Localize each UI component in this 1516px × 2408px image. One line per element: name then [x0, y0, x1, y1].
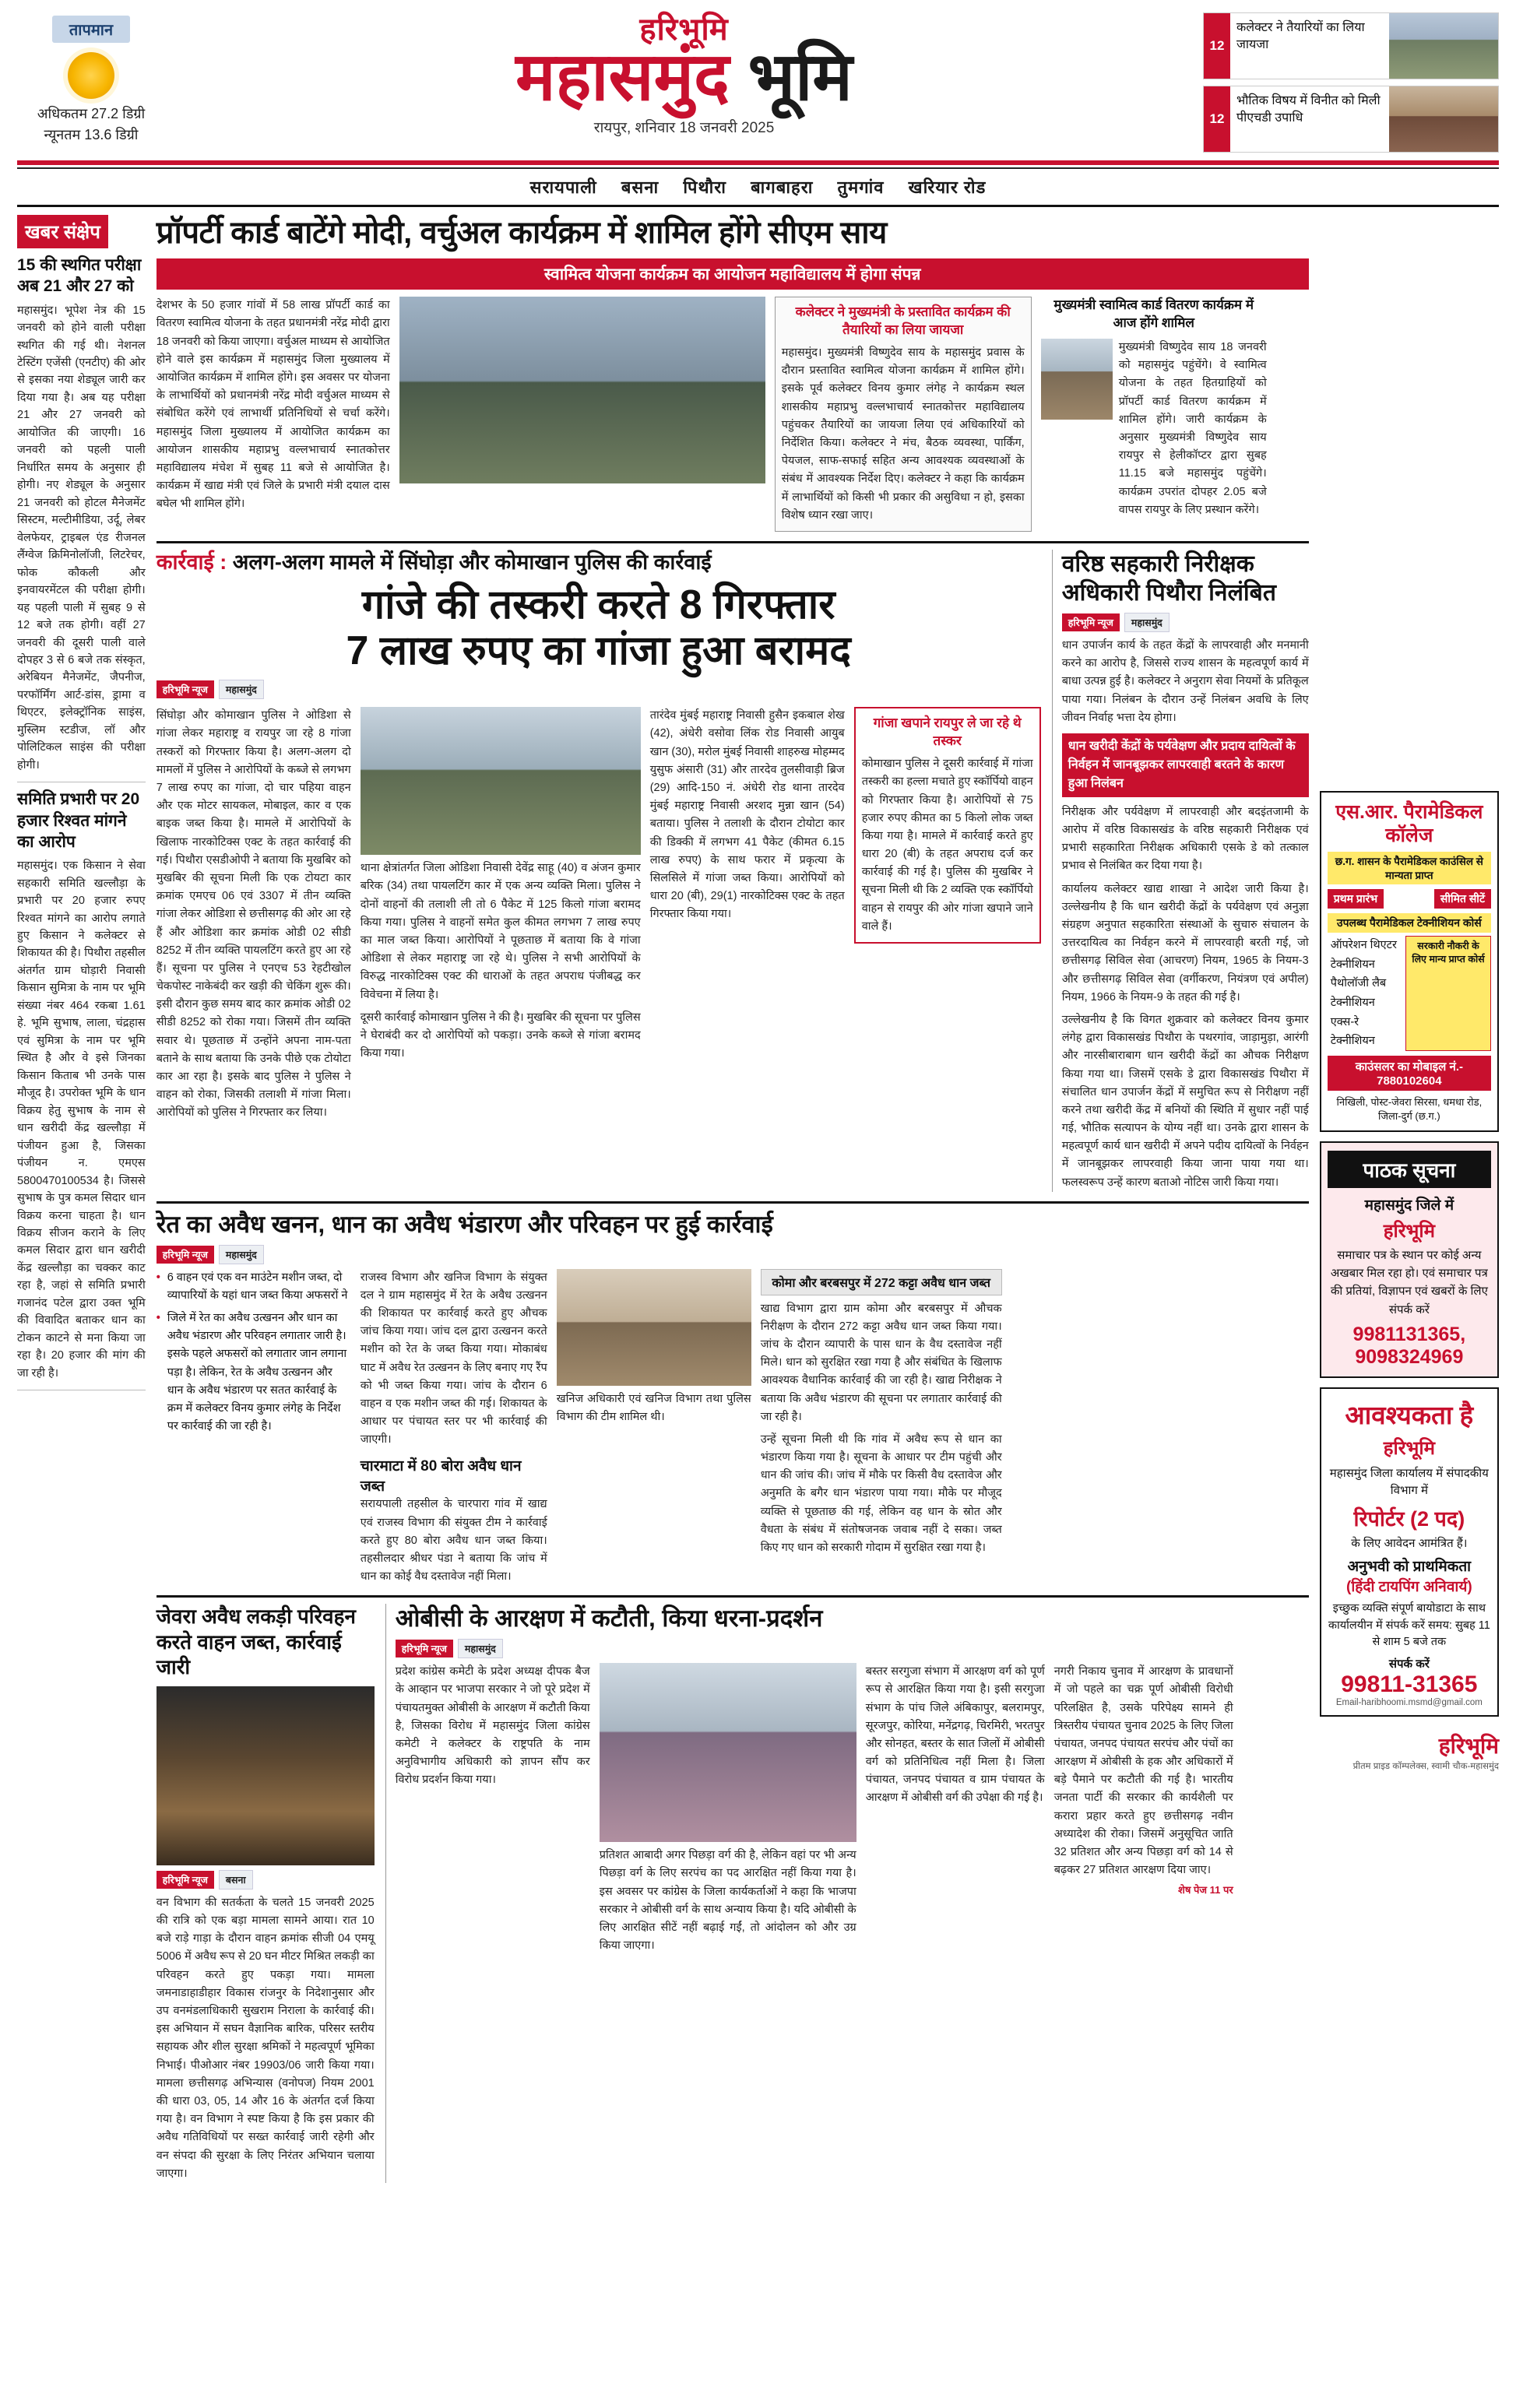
- crime-col-1: [157, 707, 351, 1122]
- divider: [157, 541, 1309, 543]
- obc-photo: [600, 1663, 856, 1842]
- crime-kicker: [157, 550, 1041, 576]
- footer-brand: हरिभूमि: [1438, 1734, 1499, 1759]
- right-rail-ads: [1320, 215, 1499, 2183]
- brand-small: हरिभूमि: [639, 12, 729, 47]
- crime-byline: [157, 680, 264, 699]
- ad-badge-left: प्रथम प्रारंभ: [1328, 889, 1384, 909]
- edition-name[interactable]: बागबाहरा: [751, 178, 814, 197]
- obc-col1-text: प्रदेश कांग्रेस कमेटी के प्रदेश अध्यक्ष दीपक बैज के आव्हान पर भाजपा सरकार ने जो पूरे प्रदेश में पंचायतमुक्त ओबीसी के आरक्षण में कटौती किया है, जिसका विरोध में महासमुंद जिला कांग्रेस कमेटी ने कलेक्टर के राष्ट्रपति के नाम अनुविभागीय अधिकारी को ज्ञापन सौंप कर विरोध प्रदर्शन किया गया।: [395, 1665, 590, 1787]
- vacancy-line-1: महासमुंद जिला कार्यालय में संपादकीय विभाग में: [1329, 1466, 1489, 1498]
- sand-bullet: • 6 वाहन एवं एक वन माउंटेन मशीन जब्त, दो व्यापारियों के यहां धान जब्त किया अफसरों ने: [157, 1269, 351, 1305]
- temperature-box: [17, 12, 165, 146]
- crime-col2b-text: दूसरी कार्रवाई कोमाखान पुलिस ने की है। मुखबिर की सूचना पर पुलिस ने घेराबंदी कर दो आरोपियों को पकड़ा। उनके कब्जे से गांजा बरामद किया गया।: [360, 1011, 641, 1060]
- crime-sidebox: [854, 707, 1041, 1122]
- inspector-byline: [1062, 613, 1170, 632]
- crime-section: [157, 550, 1309, 1192]
- byline-brand: हरिभूमि न्यूज: [396, 1640, 453, 1657]
- sand-title: रेत का अवैध खनन, धान का अवैध भंडारण और परिवहन पर हुई कार्रवाई: [156, 1210, 773, 1238]
- brand-main-red: महासमुंद: [515, 40, 730, 114]
- vacancy-role: रिपोर्टर (2 पद): [1353, 1506, 1465, 1531]
- sand-col-4: [761, 1269, 1002, 1587]
- sun-icon: [68, 52, 114, 99]
- obc-columns: [396, 1663, 1309, 1955]
- ad-badge-right: सीमित सीटें: [1434, 889, 1491, 909]
- obc-story: [385, 1604, 1309, 2183]
- divider-black: [17, 205, 1499, 207]
- crime-col-2: [361, 707, 641, 1122]
- divider: [157, 1595, 1309, 1598]
- cm-event-body: मुख्यमंत्री विष्णुदेव साय 18 जनवरी को महासमुंद पहुंचेंगे। वे स्वामित्व योजना के तहत हितग्राहियों को प्रॉपर्टी कार्ड वितरण कार्यक्रम में शामिल होंगे। जारी कार्यक्रम के अनुसार मुख्यमंत्री विष्णुदेव साय रायपुर से हेलीकॉप्टर द्वारा सुबह 11.15 बजे महासमुंद पहुंचेंगे। कार्यक्रम उपरांत दोपहर 2.05 बजे वापस रायपुर के लिए प्रस्थान करेंगे।: [1118, 341, 1267, 516]
- editions-bar: [17, 169, 1499, 205]
- sand-bullet: • जिले में रेत का अवैध उत्खनन और धान का अवैध भंडारण और परिवहन लगातार जारी है। इसके पहले अफसरों को लगातार जान लगाना पड़ा है। लेकिन, रेत के अवैध उत्खनन और धान के अवैध भंडारण पर सतत कार्रवाई के क्रम में कलेक्टर विनय कुमार लंगेह के निर्देश पर कार्रवाई की जा रही है।: [157, 1309, 351, 1436]
- crime-headline-1: गांजे की तस्करी करते 8 गिरफ्तार: [361, 582, 835, 627]
- byline-brand: हरिभूमि न्यूज: [157, 680, 214, 698]
- vacancy-contact-label: संपर्क करें: [1388, 1657, 1430, 1672]
- brief-news-title: 15 की स्थगित परीक्षा अब 21 और 27 को: [17, 256, 142, 296]
- wood-photo: [157, 1686, 375, 1865]
- lead-photo: [399, 297, 765, 483]
- sand-col4-title: कोमा और बरबसपुर में 272 कट्टा अवैध धान जब्त: [761, 1269, 1002, 1295]
- sand-columns: [157, 1269, 1309, 1587]
- cm-event-title: मुख्यमंत्री स्वामित्व कार्ड वितरण कार्यक्रम में आज होंगे शामिल: [1053, 297, 1254, 331]
- sand-bullets: [157, 1269, 351, 1436]
- promo-item[interactable]: [1203, 12, 1499, 79]
- ad-reader-notice[interactable]: [1320, 1141, 1499, 1378]
- promo-strip: [1203, 12, 1499, 153]
- lead-kicker: स्वामित्व योजना कार्यक्रम का आयोजन महाविद्यालय में होगा संपन्न: [157, 258, 1309, 290]
- obc-col-3: [866, 1663, 1045, 1955]
- obc-col-2: [600, 1663, 856, 1955]
- obc-title: ओबीसी के आरक्षण में कटौती, किया धरना-प्रदर्शन: [395, 1605, 823, 1633]
- crime-columns: [157, 707, 1041, 1122]
- edition-name[interactable]: पिथौरा: [683, 178, 726, 197]
- edition-name[interactable]: सरायपाली: [529, 178, 597, 197]
- obc-col-4: [1054, 1663, 1233, 1955]
- inspector-story: [1052, 550, 1309, 1192]
- sand-col3-text: खनिज अधिकारी एवं खनिज विभाग तथा पुलिस विभाग की टीम शामिल थी।: [556, 1392, 751, 1423]
- ad-course-item: एक्स-रे टेक्नीशियन: [1330, 1015, 1375, 1048]
- wood-story: [157, 1604, 375, 2183]
- crime-kicker-label: कार्रवाई :: [156, 550, 227, 574]
- brief-news-item[interactable]: [17, 782, 146, 1390]
- lead-photo-wrap: [399, 297, 765, 532]
- promo-photo: [1389, 13, 1498, 79]
- inspector-body-3: उल्लेखनीय है कि विगत शुक्रवार को कलेक्टर विनय कुमार लंगेह द्वारा विकासखंड पिथौरा के पथरगांव, जाड़ामुड़ा, आरंगी और नारसीबाराबाग धान खरीदी केंद्रों का औचक निरीक्षण किया गया था। जिसमें एसके डे द्वारा विकासखंड पिथौरा में संचालित धान उपार्जन केंद्रों में समुचित रूप से निरीक्षण नहीं करने तथा खरीदी केंद्र में बनियों की स्थिति में सुधार नहीं पाई गई, भौतिक सत्यापन के योग्य नहीं था। उनके द्वारा शासन के महत्वपूर्ण कार्य धान खरीदी में अपने पदीय दायित्वों के निर्वहन में जानबूझकर लापरवाही किया जाना पाया गया था। फलस्वरूप उन्हें कारण बताओ नोटिस जारी किया गया।: [1061, 1013, 1309, 1189]
- lead-col-1: [157, 297, 390, 532]
- notice-phones[interactable]: 9981131365, 9098324969: [1352, 1323, 1466, 1368]
- crime-sidebox-inner: [854, 707, 1041, 944]
- ad-counsellor-phone[interactable]: काउंसलर का मोबाइल नं.- 7880102604: [1328, 1056, 1491, 1091]
- vacancy-requirement: (हिंदी टायपिंग अनिवार्य): [1346, 1578, 1472, 1595]
- page-grid: [17, 215, 1499, 2183]
- lead-col3-kicker: कलेक्टर ने मुख्यमंत्री के प्रस्तावित कार्यक्रम की तैयारियों का लिया जायजा: [795, 304, 1011, 338]
- sand-col4-text: खाद्य विभाग द्वारा ग्राम कोमा और बरबसपुर में औचक निरीक्षण के दौरान 272 कट्टा अवैध धान जब्त किया गया। जांच के दौरान व्यापारी के पास धान के वैध दस्तावेज नहीं मिले। धान को सुरक्षित रखा गया है और संबंधित के खिलाफ आवश्यक वैधानिक कार्रवाई की जा रही है। खाद्य निरीक्षक ने बताया कि अवैध भंडारण की सूचना पर लगातार कार्रवाई की जा रही है।: [760, 1302, 1002, 1423]
- byline-brand: हरिभूमि न्यूज: [157, 1871, 214, 1889]
- obc-col4-text: नगरी निकाय चुनाव में आरक्षण के प्रावधानों में जो पहले का चक्र पूर्ण ओबीसी विरोधी परिलक्षित है, उसके परिपेक्ष्य सामने ही त्रिस्तरीय पंचायत चुनाव 2025 के लिए जिला पंचायत, जनपद पंचायत सरपंच और पंचों का आरक्षण में ओबीसी के हक और अधिकारों में बड़े पैमाने पर कटौती की गई है। भारतीय जनता पार्टी की सरकार की कार्यशैली पर करारा प्रहार करते हुए छत्तीसगढ़ नवीन अध्यादेश की रोका। जिसमें अनुसूचित जाति 32 प्रतिशत और अन्य पिछड़ा वर्ग को 14 से बढ़कर 27 प्रतिशत आरक्षण दिया जाए।: [1053, 1665, 1233, 1877]
- byline-place: महासमुंद: [1124, 613, 1170, 632]
- crime-col-3: [650, 707, 845, 1122]
- sand-col-3: [557, 1269, 751, 1587]
- promo-text: भौतिक विषय में विनीत को मिली पीएचडी उपाधि: [1236, 94, 1381, 125]
- main-column: [157, 215, 1309, 2183]
- crime-col1-text: सिंघोड़ा और कोमाखान पुलिस ने ओडिशा से गांजा लेकर महाराष्ट्र व रायपुर जा रहे 8 गांजा तस्करों को गिरफ्तार किया है। अलग-अलग दो मामलों में पुलिस ने आरोपियों के कब्जे से लगभग 7 लाख रुपए का गांजा, दो चार पहिया वाहन और एक मोटर सायकल, मोबाइल, कार व एक बाइक जब्त किया है। मामले में आरोपियों के खिलाफ नारकोटिक्स एक्ट के तहत कार्रवाई की गई। पिथौरा एसडीओपी ने बताया कि मुखबिर को मुखबिर की सूचना मिली कि एक टोयटा कार क्रमांक एमएच 06 एवं 3307 में तीन व्यक्ति गांजा लेकर ओडिशा से छत्तीसगढ़ की ओर आ रहे हैं और ओडिशा कार क्रमांक ओडी 02 सीडी 8252 में तीन व्यक्ति पायलटिंग करते हुए आ रहे हैं। सूचना पर पुलिस ने एनएच 53 रेहटीखोल चेकपोस्ट नाकेबंदी कर खड़ी की चेकिंग शुरू की। इसी दौरान कुछ समय बाद कार क्रमांक ओडी 02 सीडी 8252 को रोका गया। जिसमें तीन व्यक्ति सवार थे। पूछताछ में उन्होंने अपना नाम-पता बताने के साथ बताया कि उनके पीछे एक टोयोटा कार आ रहा है। इसके बाद पुलिस ने पुलिस ने वाहन को रोका, जिसकी तलाशी में गांजा मिला। आरोपियों को पुलिस ने गिरफ्तार कर लिया।: [156, 709, 351, 1120]
- sand-photo: [557, 1269, 751, 1386]
- lead-col-3: [775, 297, 1032, 532]
- obc-col2-text: प्रतिशत आबादी अगर पिछड़ा वर्ग की है, लेकिन वहां पर भी अन्य पिछड़ा वर्ग के लिए सरपंच का पद आरक्षित नहीं किया गया है। इस अवसर पर कांग्रेस के जिला कार्यकर्ताओं ने कहा कि भाजपा सरकार ने ओबीसी वर्ग के साथ अन्याय किया है। यदि ओबीसी के लिए आरक्षित सीटें नहीं बढ़ाई गईं, तो आंदोलन को और उग्र किया जाएगा।: [599, 1849, 856, 1953]
- lead-col1-text: देशभर के 50 हजार गांवों में 58 लाख प्रॉपर्टी कार्ड का वितरण स्वामित्व योजना के तहत प्रधानमंत्री नरेंद्र मोदी द्वारा 18 जनवरी को किया जाएगा। वर्चुअल माध्यम से आयोजित होने वाले इस कार्यक्रम में महासमुंद जिला मुख्यालय में आयोजित कार्यक्रम में शामिल होंगे। इस अवसर पर योजना के लाभार्थियों को प्रधानमंत्री नरेंद्र मोदी वर्चुअल माध्यम से संबोधित करेंगे एवं लाभार्थी प्रतिनिधियों से चर्चा करेंगे। महासमुंद जिला मुख्यालय में आयोजित कार्यक्रम का आयोजन शासकीय महाप्रभु वल्लभाचार्य स्नातकोत्तर महाविद्यालय मंचेश में सुबह 11 बजे से आयोजित है। कार्यक्रम में खाद्य मंत्री एवं जिले के प्रभारी मंत्री दयाल दास बघेल भी शामिल होंगे।: [156, 299, 390, 511]
- notice-line-1: महासमुंद जिले में: [1364, 1197, 1454, 1214]
- divider-red: [17, 160, 1499, 165]
- obc-byline: [396, 1639, 503, 1658]
- sand-sub-title: चारमाटा में 80 बोरा अवैध धान जब्त: [360, 1458, 522, 1496]
- vacancy-email[interactable]: Email-haribhoomi.msmd@gmail.com: [1335, 1698, 1483, 1708]
- ad-course-header: उपलब्ध पैरामेडिकल टेक्नीशियन कोर्स: [1328, 913, 1491, 933]
- publication-date: रायपुर, शनिवार 18 जनवरी 2025: [593, 120, 775, 137]
- brand-main-black: भूमि: [747, 40, 853, 114]
- crime-col3-text: तारंदेव मुंबई महाराष्ट्र निवासी हुसैन इकबाल शेख (42), अंधेरी वसोवा लिंक रोड निवासी आयुब खान (30), मरोल मुंबई निवासी शाहरुख मोहम्मद युसुफ अंसारी (31) और तारदेव तुलसीवाड़ी ब्रिज (29) आदि-150 नं. अंधेरी रोड थाना तारदेव मुंबई महाराष्ट्र निवासी अरशद मुन्ना खान (54) बताया। पुलिस ने तलाशी के दौरान टोयोटा कार की डिक्की में लगभग 41 पैकेट (कीमत 6.15 लाख रुपए) के साथ फरार में प्रकृत्या के सिलसिले में गांजा जब्त किया। आरोपियों को धारा 20 (बी), 29(1) नारकोटिक्स एक्ट के तहत गिरफ्तार किया गया।: [649, 709, 845, 921]
- obc-col3-text: बस्तर सरगुजा संभाग में आरक्षण वर्ग को पूर्ण रूप से आरक्षित किया गया है। इसी सरगुजा संभाग के पांच जिले अंबिकापुर, बलरामपुर, सूरजपुर, कोरिया, मनेंद्रगढ़, चिरमिरी, भरतपुर और सोनहत, बस्तर के सात जिलों में ओबीसी वर्ग को प्रतिनिधित्व नहीं मिला है। जिला पंचायत, जनपद पंचायत व ग्राम पंचायत के आरक्षण में ओबीसी वर्ग की उपेक्षा की गई है।: [865, 1665, 1045, 1805]
- crime-sidebox-title: गांजा खपाने रायपुर ले जा रहे थे तस्कर: [873, 715, 1022, 749]
- ad-address: निखिली, पोस्ट-जेवरा सिरसा, धमधा रोड, जिला-दुर्ग (छ.ग.): [1336, 1095, 1483, 1122]
- notice-brand: हरिभूमि: [1383, 1220, 1435, 1242]
- cm-portrait: [1041, 339, 1113, 420]
- title-block: [173, 12, 1195, 137]
- lead-body-columns: [157, 297, 1309, 532]
- ad-course-item: पैथोलॉजी लैब टेक्नीशियन: [1330, 977, 1387, 1009]
- vacancy-phone[interactable]: 99811-31365: [1341, 1672, 1478, 1698]
- sand-col2-text: राजस्व विभाग और खनिज विभाग के संयुक्त दल ने ग्राम महासमुंद में रेत के अवैध उत्खनन की शिकायत पर कार्रवाई करते हुए औचक जांच किया गया। जांच दल द्वारा उत्खनन करते मशीन को रेत के जब्त किया गया। मोकाबंध घाट में अवैध रेत उत्खनन के लिए बनाए गए रैंप को भी जब्त किया गया। जांच के दौरान 6 वाहन व एक मशीन जब्त की गई। शिकायत के आधार पर पंचायत स्तर पर भी कार्रवाई की जाएगी।: [360, 1271, 547, 1447]
- obc-continue-link[interactable]: शेष पेज 11 पर: [1178, 1884, 1233, 1897]
- lead-headline: प्रॉपर्टी कार्ड बाटेंगे मोदी, वर्चुअल कार्यक्रम में शामिल होंगे सीएम साय: [156, 216, 887, 250]
- notice-body: समाचार पत्र के स्थान पर कोई अन्य अखबार मिल रहा हो। एवं समाचार पत्र की प्रतियां, विज्ञापन एवं खबरों के लिए संपर्क करें: [1330, 1248, 1488, 1316]
- byline-place: महासमुंद: [219, 1245, 264, 1264]
- ad-subtitle: छ.ग. शासन के पैरामेडिकल काउंसिल से मान्यता प्राप्त: [1328, 852, 1491, 884]
- temperature-label: तापमान: [52, 16, 130, 43]
- byline-brand: हरिभूमि न्यूज: [1062, 613, 1120, 631]
- edition-name[interactable]: खरियार रोड: [908, 178, 987, 197]
- sand-col-2: [361, 1269, 547, 1587]
- left-rail: [17, 215, 146, 2183]
- ad-gov-badge: सरकारी नौकरी के लिए मान्य प्राप्त कोर्स: [1405, 936, 1491, 1051]
- ad-title: एस.आर. पैरामेडिकल कॉलेज: [1335, 801, 1483, 846]
- crime-main: [157, 550, 1041, 1192]
- inspector-title: वरिष्ठ सहकारी निरीक्षक अधिकारी पिथौरा निलंबित: [1061, 550, 1276, 606]
- byline-brand: हरिभूमि न्यूज: [157, 1246, 214, 1264]
- edition-name[interactable]: बसना: [621, 178, 660, 197]
- bottom-section: [157, 1604, 1309, 2183]
- promo-photo: [1389, 86, 1498, 152]
- promo-item[interactable]: [1203, 86, 1499, 153]
- masthead: [17, 12, 1499, 153]
- edition-name[interactable]: तुमगांव: [837, 178, 885, 197]
- obc-col-1: [396, 1663, 590, 1955]
- sand-col-1: [157, 1269, 351, 1587]
- temperature-max: अधिकतम 27.2 डिग्री: [37, 106, 146, 121]
- promo-text: कलेक्टर ने तैयारियों का लिया जायजा: [1236, 21, 1365, 51]
- brief-news-title: समिति प्रभारी पर 20 हजार रिश्वत मांगने का आरोप: [17, 790, 140, 851]
- footer-imprint: प्रीतम प्राइड कॉम्पलेक्स, स्वामी चौक-महासमुंद: [1352, 1762, 1499, 1772]
- inspector-body-1: निरीक्षक और पर्यवेक्षण में लापरवाही और बदइंतजामी के आरोप में वरिष्ठ विकासखंड के वरिष्ठ सहकारी निरीक्षक एवं प्रभारी सहकारिता निरीक्षक अधिकारी एसके डे को तत्काल प्रभाव से निलंबित कर दिया गया है।: [1061, 805, 1309, 873]
- lead-col3-box: [775, 297, 1032, 532]
- crime-headline-2: 7 लाख रुपए का गांजा हुआ बरामद: [346, 628, 851, 674]
- brief-news-body: महासमुंद। भूपेश नेत्र की 15 जनवरी को होने वाली परीक्षा स्थगित की गई थी। नेशनल टेस्टिंग एजेंसी (एनटीए) की ओर से इसका नया शेड्यूल जारी कर दिया गया है। अब यह परीक्षा 21 और 27 जनवरी को आयोजित की जाएगी। 16 जनवरी को पहली पाली निर्धारित समय के अनुसार ही होगी। नए शेड्यूल के अनुसार 21 जनवरी को होटल मैनेजमेंट सिस्टम, मल्टीमीडिया, उर्दू, लेबर वेलफेयर, ट्राइबल एंड रीजनल लैंग्वेज क्रिमिनोलॉजी, लिटरेचर, फोक कौकली और इनवायरमेंटल की परीक्षा होगी। यह पहली पाली में सुबह 9 से 12 बजे तक होगी। वहीं 27 जनवरी की दूसरी पाली वाले दोपहर 3 से 6 बजे तक संस्कृत, अरेबियन मैनेजमेंट, जैपनीज, परफॉर्मिंग आर्ट-डांस, ड्रामा व थिएटर, इलेक्ट्रॉनिक साइंस, मुस्लिम स्टडीज, लॉ और पोलिटिकल साइंस की परीक्षा होगी।: [17, 304, 146, 772]
- inspector-lede: धान उपार्जन कार्य के तहत केंद्रों के लापरवाही और मनमानी करने का आरोप है, जिससे राज्य शासन के महत्वपूर्ण कार्य में बाधा उत्पन्न हुई है। कलेक्टर ने अनुराग सेवा नियमों के प्रतिकूल पाया गया। निलंबन के दौरान उन्हें निलंबन अवधि के लिए जीवन निर्वाह भत्ता देय होगा।: [1061, 638, 1309, 724]
- inspector-highlight: धान खरीदी केंद्रों के पर्यवेक्षण और प्रदाय दायित्वों के निर्वहन में जानबूझकर लापरवाही बरतने के कारण हुआ निलंबन: [1062, 733, 1309, 797]
- brand-main: [173, 42, 1195, 112]
- wood-byline: [157, 1870, 253, 1889]
- notice-header: पाठक सूचना: [1328, 1151, 1491, 1188]
- ad-paramedical-college[interactable]: [1320, 791, 1499, 1132]
- lead-story: [157, 215, 1309, 532]
- sand-section: [157, 1210, 1309, 1587]
- byline-place: महासमुंद: [219, 680, 264, 699]
- byline-place: महासमुंद: [458, 1639, 503, 1658]
- inspector-body-2: कार्यालय कलेक्टर खाद्य शाखा ने आदेश जारी किया है। उल्लेखनीय है कि धान खरीदी केंद्रों के पर्यवेक्षण एवं अनुज्ञा संग्रहण अनुपात सहकारिता संस्थाओं के सुचारु संचालन के उत्तरदायित्व का निर्वहन करने में लापरवाही बरती गई, जो छत्तीसगढ़ सिविल सेवा (आचरण) नियम, 1965 के नियम-3 और छत्तीसगढ़ सिविल सेवा (वर्गीकरण, नियंत्रण एवं अपील) नियम, 1966 के नियम-9 के तहत की गई है।: [1061, 882, 1309, 1004]
- crime-photo: [361, 707, 641, 855]
- crime-sidebox-body: कोमाखान पुलिस ने दूसरी कार्रवाई में गांजा तस्करी का हल्ला मचाते हुए स्कॉर्पियो वाहन को गिरफ्तार किया है। आरोपियों से 75 हजार रुपए कीमत का 5 किलो लोक जब्त किया गया है। मामले में कार्रवाई करते हुए धारा 20 (बी) के तहत अपराध दर्ज कर कार्रवाई की गई है। पुलिस की मुखबिर ने सूचना मिली थी कि 2 व्यक्ति एक स्कॉर्पियो वाहन से रायपुर की ओर गांजा खपाने जाने वाले हैं।: [861, 758, 1033, 933]
- ad-course-item: ऑपरेशन थिएटर टेक्नीशियन: [1330, 939, 1397, 971]
- sand-col4b-text: उन्हें सूचना मिली थी कि गांव में अवैध रूप से धान का भंडारण किया गया है। सूचना के आधार पर टीम पहुंची और धान की जांच की। जांच में मौके पर किसी वैध दस्तावेज और अनुमति के बगैर धान भंडारण पाया गया। मौके पर मौजूद व्यक्ति से पूछताछ की गई, लेकिन वह धान के स्रोत और वैधता के संबंध में संतोषजनक जवाब नहीं दे सका। जब्त किए गए धान को सरकारी गोदाम में सुरक्षित रखा गया है।: [760, 1432, 1002, 1554]
- crime-col2-text: थाना क्षेत्रांतर्गत जिला ओडिशा निवासी देवेंद्र साहू (40) व अंजन कुमार बरिक (34) तथा पायलटिंग कार में एक अन्य व्यक्ति मिला। पुलिस ने दोनों वाहनों की तलाशी ली तो 6 पैकेट में 125 किलो गांजा बरामद किया गया। पुलिस ने वाहनों समेत कुल कीमत लगभग 7 लाख रुपए का माल जब्त किया। आरोपियों ने पूछताछ में बताया कि वे गांजा ओडिशा से लेकर महाराष्ट्र जा रहे थे। पुलिस ने सभी आरोपियों के विरुद्ध नारकोटिक्स एक्ट की धाराओं के तहत अपराध पंजीबद्ध कर विवेचना में लिया है।: [360, 862, 641, 1001]
- promo-page-number: 12: [1204, 13, 1230, 79]
- lead-col3-text: महासमुंद। मुख्यमंत्री विष्णुदेव साय के महासमुंद प्रवास के दौरान प्रस्तावित स्वामित्व योजना कार्यक्रम में शामिल होंगे। इसके पूर्व कलेक्टर विनय कुमार लंगेह ने कार्यक्रम स्थल शासकीय महाप्रभु वल्लभाचार्य स्नातकोत्तर महाविद्यालय पहुंचकर तैयारियों का जायजा लिया एवं अधिकारियों को निर्देशित किया। कलेक्टर ने मंच, बैठक व्यवस्था, पार्किंग, पेयजल, साफ-सफाई सहित अन्य आवश्यक व्यवस्थाओं के संबंध में आवश्यक निर्देश दिए। कलेक्टर ने कहा कि कार्यक्रम में लाभार्थियों को किसी भी प्रकार की असुविधा न हो, इसका विशेष ध्यान रखा जाए।: [781, 346, 1025, 522]
- vacancy-line-2: के लिए आवेदन आमंत्रित हैं।: [1351, 1536, 1468, 1550]
- sand-byline: [157, 1245, 264, 1264]
- sand-col2c-text: सरायपाली तहसील के चारपारा गांव में खाद्य एवं राजस्व विभाग की संयुक्त टीम ने कार्रवाई करते हुए 80 बोरा अवैध धान जब्त किया। तहसीलदार श्रीधर पंडा ने बताया कि जांच में धान का कोई वैध दस्तावेज नहीं मिला।: [360, 1498, 547, 1584]
- wood-title: जेवरा अवैध लकड़ी परिवहन करते वाहन जब्त, कार्रवाई जारी: [156, 1605, 356, 1679]
- wood-body: वन विभाग की सतर्कता के चलते 15 जनवरी 2025 की रात्रि को एक बड़ा मामला सामने आया। रात 10 बजे राड़े गाड़ा के दौरान वाहन क्रमांक सीजी 04 एमयू 5006 में अवैध रूप से 20 घन मीटर मिश्रित लकड़ी का परिवहन करते हुए पकड़ा गया। मामला जमनाडाहाडीहार विकास रांजनुर के निदेशानुसार और उप वनमंडलाधिकारी सुखराम निराला के कार्रवाई की। इस अभियान में सघन वैज्ञानिक बारिक, परिसर स्तरीय सहायक और शील सुरक्षा श्रमिकों ने महत्वपूर्ण भूमिका निभाई। पीओआर नंबर 19903/06 जारी किया गया। मामला छत्तीसगढ़ अभिन्यास (वनोपज) नियम 2001 की धारा 03, 05, 14 और 16 के अंतर्गत दर्ज किया गया है। वन विभाग ने स्पष्ट किया है कि इस प्रकार की अवैध गतिविधियों पर सख्त कार्रवाई जारी रहेगी और वन संपदा की सुरक्षा के लिए निरंतर अभियान चलाया जाएगा।: [156, 1896, 375, 2180]
- temperature-min: न्यूनतम 13.6 डिग्री: [44, 127, 139, 142]
- lead-col-4: [1041, 297, 1267, 532]
- brief-news-item[interactable]: [17, 248, 146, 782]
- ad-vacancy[interactable]: [1320, 1387, 1499, 1717]
- lead-photo-caption: [399, 483, 765, 486]
- byline-place: बसना: [219, 1870, 253, 1889]
- vacancy-header: आवश्यकता है: [1345, 1400, 1474, 1429]
- promo-page-number: 12: [1204, 86, 1230, 152]
- vacancy-line-3: इच्छुक व्यक्ति संपूर्ण बायोडाटा के साथ कार्यालयीन में संपर्क करें समय: सुबह 11 से शाम 5 बजे तक: [1328, 1601, 1490, 1649]
- divider: [157, 1201, 1309, 1204]
- brief-news-body: महासमुंद। एक किसान ने सेवा सहकारी समिति खल्लौड़ा के प्रभारी पर 20 हजार रुपए रिश्वत मांगने का आरोप लगाते हुए किसान ने कलेक्टर से शिकायत की है। पिथौरा तहसील अंतर्गत ग्राम घोड़ारी निवासी किसान सुमित्रा के नाम पर भूमि संख्या नंबर 464 रकबा 1.61 हे. भूमि सुभाष, लाला, चंद्रहास एवं सुमित्रा के नाम पर भूमि स्थित है और वे इसे जिनका किसान किताब भी उनके पास मौजूद है। उपरोक्त भूमि के धान विक्रय हेतु सुभाष के नाम से धान खरीदी केंद्र खल्लौड़ा में पंजीयन हुआ है, जिसका पंजीयन न. एमएस 5800470100534 है। जिससे सुभाष के पुत्र कमल सिदार धान विक्रय करना चाहता है। धान विक्रय सीजन कराने के लिए कमल सिदार द्वारा धान खरीदी केंद्र खल्लौड़ा का चक्कर काट रहा है, जहां से समिति प्रभारी गजानंद पटेल द्वारा उक्त भूमि की विवादित बताकर धान का टोकन काटने से मना किया जा रहा है। 20 हजार की मांग की जा रही है।: [17, 859, 146, 1380]
- crime-kicker-rest: अलग-अलग मामले में सिंघोड़ा और कोमाखान पुलिस की कार्रवाई: [232, 550, 712, 574]
- vacancy-preference: अनुभवी को प्राथमिकता: [1347, 1558, 1472, 1575]
- vacancy-brand: हरिभूमि: [1383, 1437, 1435, 1459]
- brief-news-header: खबर संक्षेप: [17, 215, 108, 248]
